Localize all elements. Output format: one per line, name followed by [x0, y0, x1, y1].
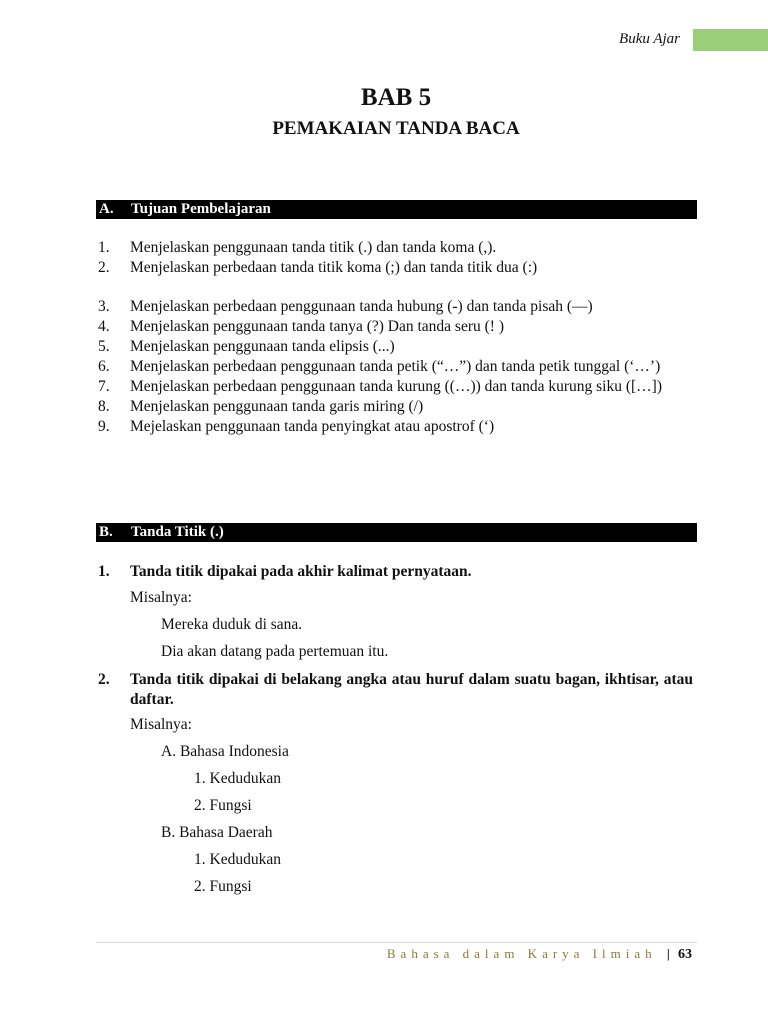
list-item: 2. Menjelaskan perbedaan tanda titik koma (;) dan tanda titik dua (:) [98, 259, 538, 276]
list-item: 8. Menjelaskan penggunaan tanda garis miring (/) [98, 398, 424, 415]
outline-subitem: 1. Kedudukan [194, 851, 281, 868]
example-sentence: Dia akan datang pada pertemuan itu. [161, 643, 389, 660]
section-a-title: Tujuan Pembelajaran [131, 201, 271, 217]
list-item: 6. Menjelaskan perbedaan penggunaan tanda petik (“…”) dan tanda petik tunggal (‘…’) [98, 358, 661, 375]
outline-item: A. Bahasa Indonesia [161, 743, 289, 760]
chapter-title: PEMAKAIAN TANDA BACA [272, 118, 520, 139]
rule-1-text: Tanda titik dipakai pada akhir kalimat pernyataan. [130, 563, 472, 580]
rule-2-title: 2. Tanda titik dipakai di belakang angka atau huruf dalam suatu bagan, ikhtisar, atau daftar. [98, 671, 693, 708]
outline-subitem: 1. Kedudukan [194, 770, 281, 787]
outline-item: B. Bahasa Daerah [161, 824, 273, 841]
objective-text: Menjelaskan penggunaan tanda tanya (?) Dan tanda seru (! ) [130, 318, 504, 335]
section-b-header [96, 523, 697, 542]
objective-text: Menjelaskan perbedaan penggunaan tanda petik (“…”) dan tanda petik tunggal (‘…’) [130, 358, 661, 375]
list-item: 3. Menjelaskan perbedaan penggunaan tanda hubung (-) dan tanda pisah (—) [98, 298, 593, 315]
objective-text: Menjelaskan perbedaan tanda titik koma (;) dan tanda titik dua (:) [130, 259, 538, 276]
rule-1 [96, 562, 693, 582]
objective-text: Menjelaskan penggunaan tanda titik (.) dan tanda koma (,). [130, 239, 497, 256]
list-item: 5. Menjelaskan penggunaan tanda elipsis (...) [98, 338, 395, 355]
rule-1-title: 1. Tanda titik dipakai pada akhir kalimat pernyataan. [98, 563, 472, 580]
objectives-list [96, 238, 693, 437]
list-item: 1. Menjelaskan penggunaan tanda titik (.) dan tanda koma (,). [98, 239, 497, 256]
chapter-number: BAB 5 [360, 84, 432, 111]
objective-text: Menjelaskan perbedaan penggunaan tanda hubung (-) dan tanda pisah (—) [130, 298, 593, 315]
objective-text: Menjelaskan penggunaan tanda elipsis (...) [130, 338, 395, 355]
footer-book-title: Bahasa dalam Karya Ilmiah [386, 946, 657, 961]
page-footer [387, 946, 692, 963]
outline-subitem: 2. Fungsi [194, 797, 252, 814]
section-a-letter: A. [99, 201, 114, 217]
objective-text: Mejelaskan penggunaan tanda penyingkat atau apostrof (‘) [130, 418, 495, 435]
rule-2 [96, 670, 693, 710]
example-label: Misalnya: [130, 716, 192, 733]
list-item: 4. Menjelaskan penggunaan tanda tanya (?) Dan tanda seru (! ) [98, 318, 504, 335]
footer-separator: | [666, 946, 670, 961]
example-sentence: Mereka duduk di sana. [161, 616, 303, 633]
header-tab-decoration [693, 29, 768, 51]
list-item: 7. Menjelaskan perbedaan penggunaan tanda kurung ((…)) dan tanda kurung siku ([…]) [98, 378, 662, 395]
list-item: 9. Mejelaskan penggunaan tanda penyingkat atau apostrof (‘) [98, 418, 495, 435]
header-label: Buku Ajar [619, 31, 680, 47]
objective-text: Menjelaskan perbedaan penggunaan tanda kurung ((…)) dan tanda kurung siku ([…]) [130, 378, 662, 395]
example-label: Misalnya: [130, 589, 192, 606]
section-b-letter: B. [99, 524, 113, 540]
section-a-header [96, 200, 697, 219]
outline-subitem: 2. Fungsi [194, 878, 252, 895]
objective-text: Menjelaskan penggunaan tanda garis miring (/) [130, 398, 424, 415]
rule-2-text: Tanda titik dipakai di belakang angka atau huruf dalam suatu bagan, ikhtisar, atau daftar. [130, 671, 693, 708]
section-b-title: Tanda Titik (.) [131, 524, 224, 540]
page-number: 63 [678, 947, 692, 962]
footer-divider [96, 942, 697, 943]
